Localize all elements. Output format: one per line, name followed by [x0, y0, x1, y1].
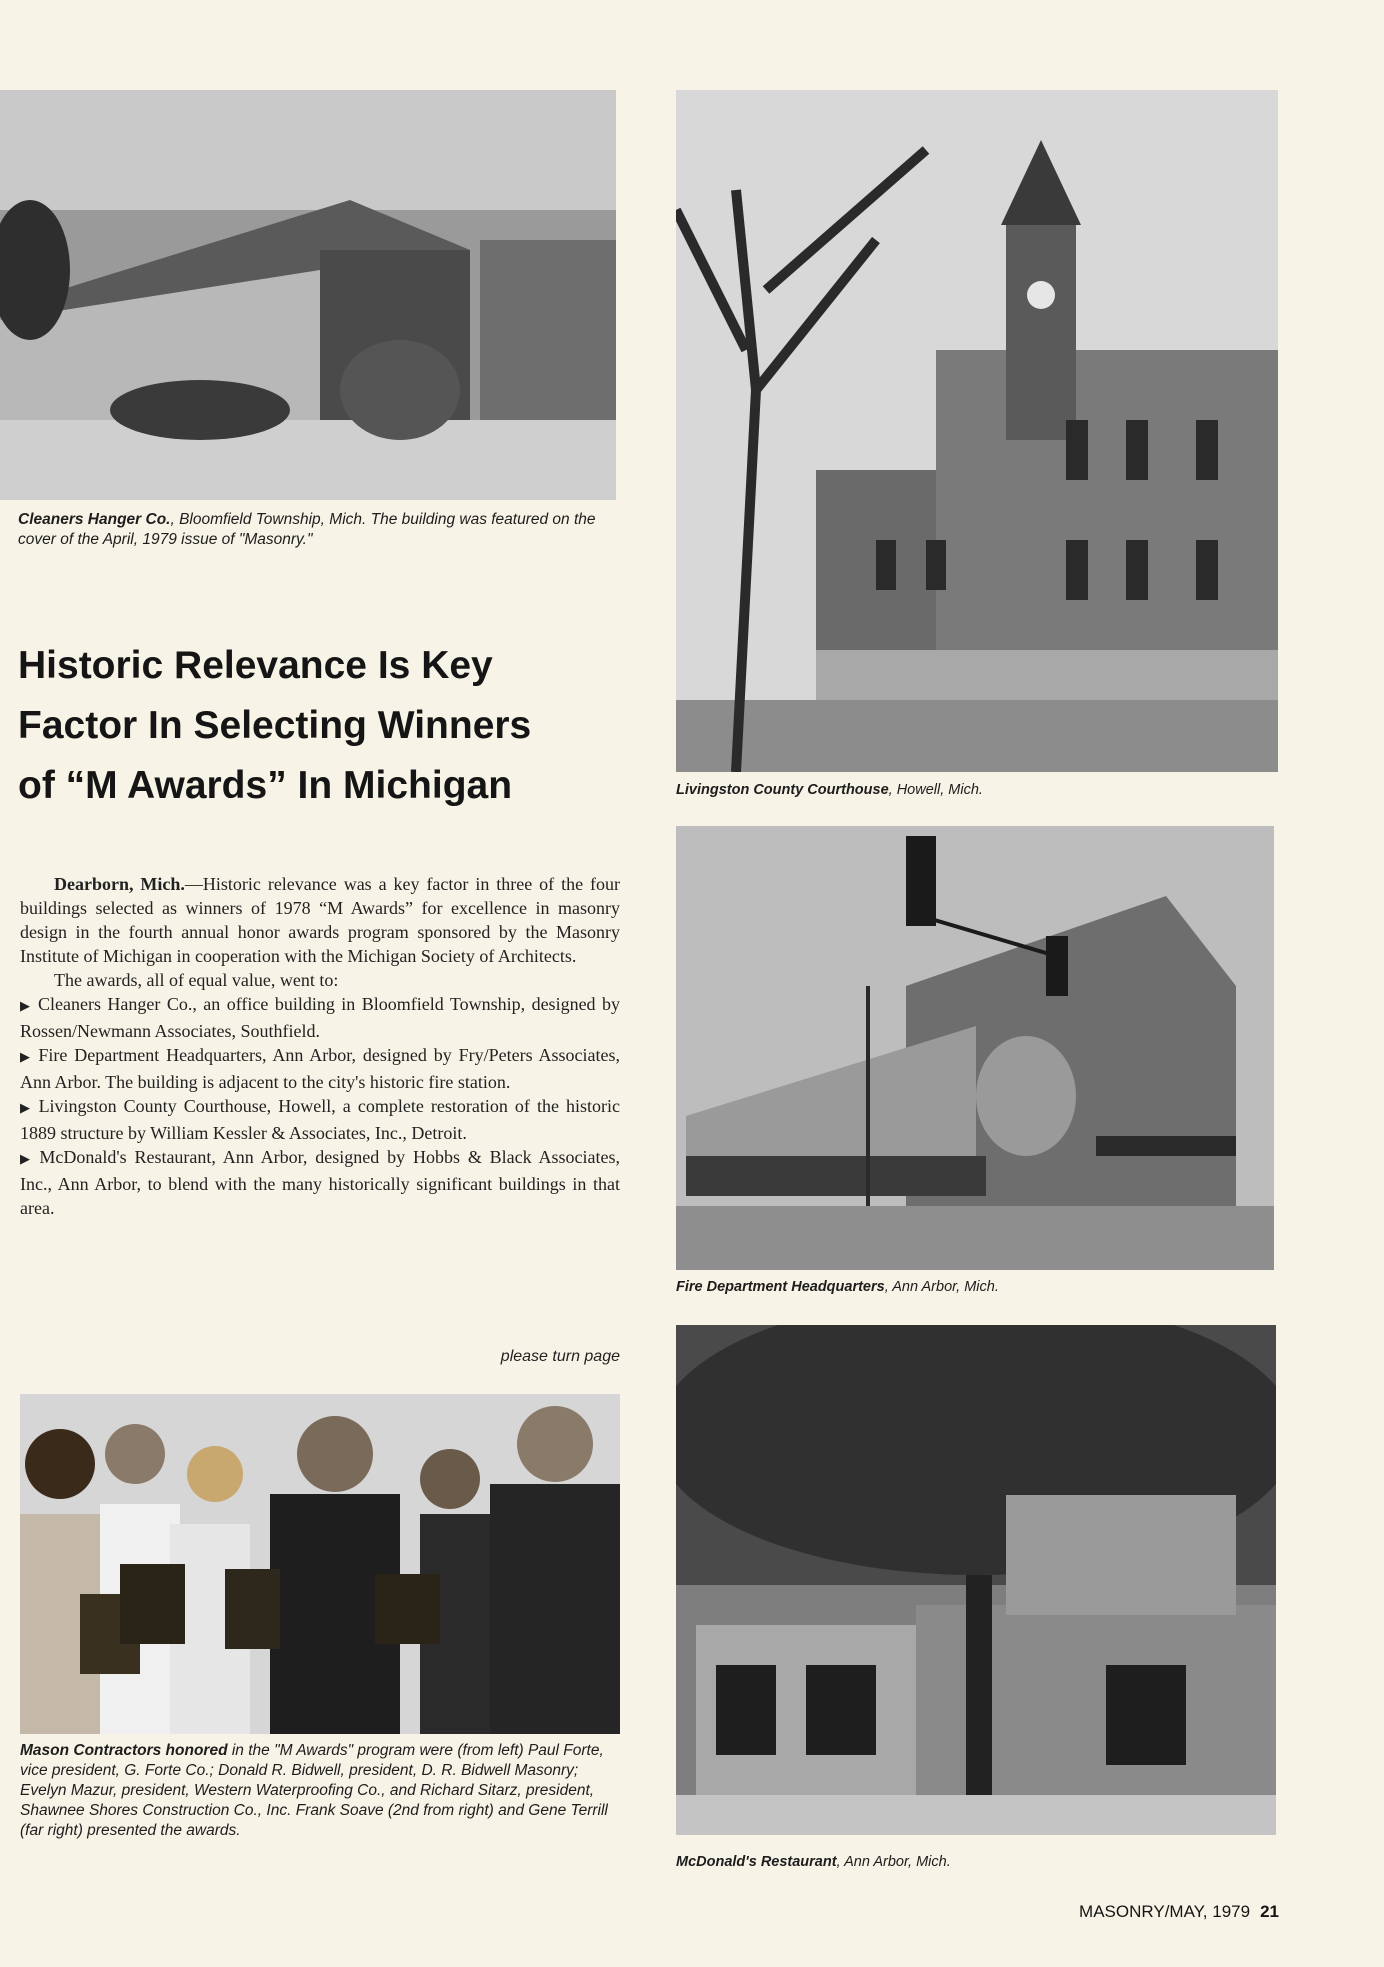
- caption-group-text: in the "M Awards" program were (from left) Paul Forte, vice president, G. Forte Co.; Donald R. Bidwell, president, D. R. Bidwell Masonry; Evelyn Mazur, president, Western Waterproofing Co., and Richard Sitarz, president, Shawnee Shores Construction Co., Inc. Frank Soave (2nd from right) and Gene Terrill (far right) presented the awards.: [20, 1742, 608, 1839]
- photo-courthouse-image: [676, 90, 1278, 772]
- headline-line-1: Historic Relevance Is Key: [18, 644, 493, 687]
- photo-courthouse: [676, 90, 1278, 772]
- awards-intro: The awards, all of equal value, went to:: [54, 970, 339, 990]
- caption-mcdonalds-name: McDonald's Restaurant: [676, 1854, 837, 1870]
- page-number: 21: [1260, 1902, 1279, 1921]
- article-headline: [18, 636, 618, 816]
- award-item: [20, 1043, 620, 1094]
- article-body: [20, 872, 620, 1220]
- headline-line-3: of “M Awards” In Michigan: [18, 764, 513, 807]
- caption-cleaners-hanger-text: , Bloomfield Township, Mich. The building was featured on the cover of the April, 1979 issue of "Masonry.": [18, 511, 596, 548]
- award-item-text: Fire Department Headquarters, Ann Arbor, designed by Fry/Peters Associates, Ann Arbor. The building is adjacent to the city's historic fire station.: [20, 1045, 620, 1092]
- bullet-icon: ▶: [20, 999, 32, 1014]
- continued-note: please turn page: [500, 1348, 620, 1365]
- bullet-icon: ▶: [20, 1152, 34, 1167]
- article-intro: [20, 872, 620, 968]
- caption-courthouse: [676, 780, 1278, 800]
- award-item-text: Cleaners Hanger Co., an office building in Bloomfield Township, designed by Rossen/Newmann Associates, Southfield.: [20, 994, 621, 1041]
- photo-group: [20, 1394, 620, 1734]
- caption-fire-department: [676, 1277, 1278, 1297]
- caption-cleaners-hanger: [18, 510, 618, 550]
- photo-fire-department-image: [676, 826, 1274, 1270]
- photo-mcdonalds-image: [676, 1325, 1276, 1835]
- page-folio: [1079, 1902, 1279, 1922]
- article-intro-text: —Historic relevance was a key factor in three of the four buildings selected as winners of 1978 “M Awards” for excellence in masonry design in the fourth annual honor awards program sponsored by the Masonry Institute of Michigan in cooperation with the Michigan Society of Architects.: [20, 874, 620, 966]
- caption-group: [20, 1741, 620, 1841]
- caption-courthouse-name: Livingston County Courthouse: [676, 782, 889, 798]
- photo-group-image: [20, 1394, 620, 1734]
- bullet-icon: ▶: [20, 1101, 33, 1116]
- photo-mcdonalds: [676, 1325, 1276, 1835]
- photo-fire-department: [676, 826, 1274, 1270]
- photo-cleaners-hanger-image: [0, 90, 616, 500]
- award-item: [20, 1094, 620, 1145]
- bullet-icon: ▶: [20, 1050, 33, 1065]
- caption-cleaners-hanger-name: Cleaners Hanger Co.: [18, 511, 171, 528]
- article-dateline: Dearborn, Mich.: [54, 874, 185, 894]
- award-item-text: Livingston County Courthouse, Howell, a complete restoration of the historic 1889 structure by William Kessler & Associates, Inc., Detroit.: [20, 1096, 621, 1143]
- caption-fire-department-name: Fire Department Headquarters: [676, 1279, 885, 1295]
- award-item: [20, 992, 620, 1043]
- caption-group-name: Mason Contractors honored: [20, 1742, 228, 1759]
- headline-line-2: Factor In Selecting Winners: [18, 704, 532, 747]
- award-item: [20, 1145, 620, 1220]
- caption-fire-department-text: , Ann Arbor, Mich.: [884, 1279, 999, 1295]
- caption-courthouse-text: , Howell, Mich.: [888, 782, 983, 798]
- publication-date: MASONRY/MAY, 1979: [1079, 1902, 1251, 1921]
- photo-cleaners-hanger: [0, 90, 616, 500]
- caption-mcdonalds-text: , Ann Arbor, Mich.: [836, 1854, 951, 1870]
- caption-mcdonalds: [676, 1852, 1278, 1872]
- award-item-text: McDonald's Restaurant, Ann Arbor, designed by Hobbs & Black Associates, Inc., Ann Arbor, to blend with the many historically significant buildings in that area.: [20, 1147, 621, 1218]
